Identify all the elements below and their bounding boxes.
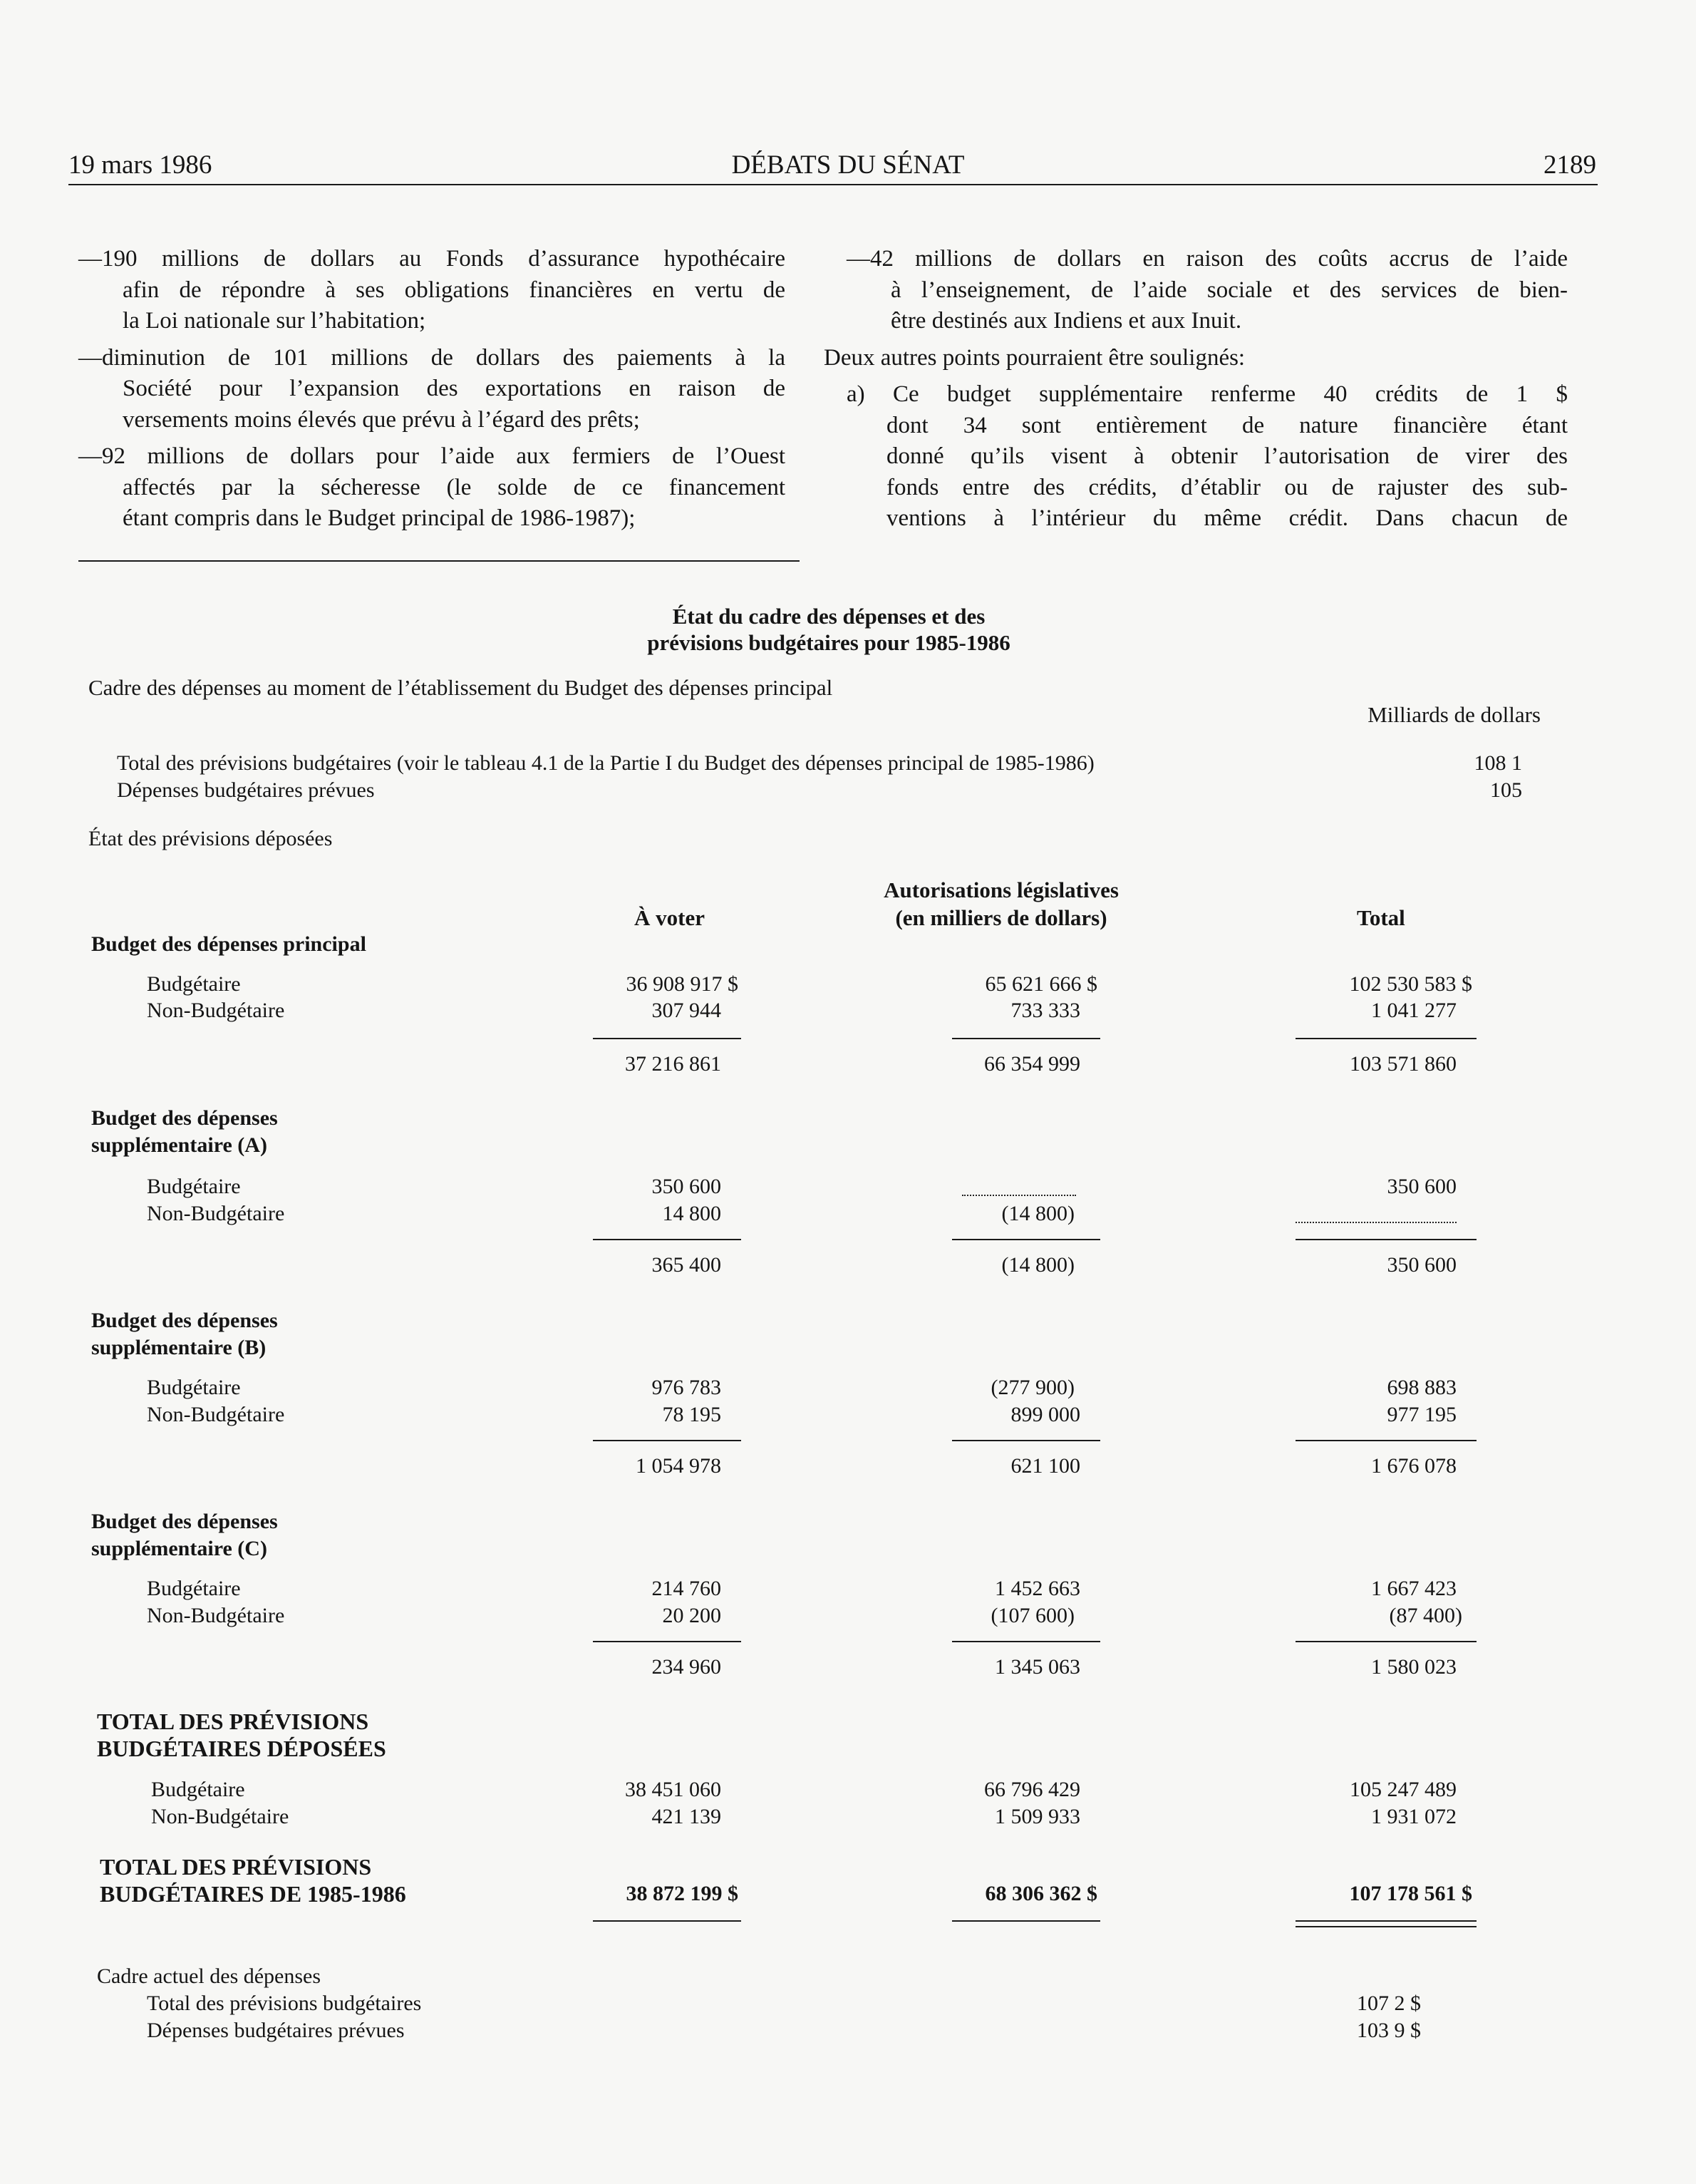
- cadre-row-value: 108 1: [1474, 751, 1522, 775]
- cell-authorisations-sum: 66 354 999: [984, 1052, 1080, 1076]
- text-line: fonds entre des crédits, d’établir ou de rajuster des sub-: [886, 474, 1568, 500]
- cell-authorisations: (107 600): [991, 1604, 1075, 1627]
- cell-total-sum: 350 600: [1387, 1253, 1457, 1277]
- cell-a-voter-sum: 1 054 978: [636, 1454, 721, 1478]
- right-paragraph-intro: [824, 343, 1568, 374]
- cell-total-sum: 1 580 023: [1371, 1655, 1457, 1679]
- cell-authorisations-sum: 1 345 063: [995, 1655, 1080, 1679]
- cell-authorisations-sum: 621 100: [1010, 1454, 1080, 1478]
- row-label: Budgétaire: [147, 1577, 241, 1600]
- row-label: Budgétaire: [147, 1376, 241, 1399]
- cell-total: 350 600: [1387, 1175, 1457, 1198]
- cell-a-voter: 14 800: [662, 1202, 721, 1225]
- text-line: étant compris dans le Budget principal de 1986-1987);: [123, 505, 636, 531]
- subtotal-rule: [952, 1038, 1100, 1039]
- subtotal-rule: [952, 1239, 1100, 1240]
- row-label: Budgétaire: [147, 972, 241, 996]
- cadre-actuel-heading: Cadre actuel des dépenses: [97, 1964, 321, 1988]
- table-title-line-2: prévisions budgétaires pour 1985-1986: [647, 630, 1010, 655]
- text-line: dont 34 sont entièrement de nature financière étant: [886, 412, 1568, 438]
- column-end-rule: [78, 560, 800, 562]
- text-line: à l’enseignement, de l’aide sociale et des services de bien-: [891, 277, 1568, 303]
- cadre-actuel-row-label: Total des prévisions budgétaires: [147, 1992, 422, 2015]
- table-title-line-1: État du cadre des dépenses et des: [672, 604, 986, 629]
- header-date: 19 mars 1986: [68, 150, 212, 180]
- cell-a-voter: 421 139: [651, 1805, 721, 1828]
- cell-authorisations: 66 796 429: [984, 1778, 1080, 1801]
- cell-authorisations: 1 452 663: [995, 1577, 1080, 1600]
- subtotal-rule: [593, 1641, 741, 1642]
- cell-total: 1 667 423: [1371, 1577, 1457, 1600]
- col-header-total: Total: [1357, 905, 1405, 930]
- cadre-row-label: Dépenses budgétaires prévues: [117, 778, 375, 802]
- cadre-row-value: 105: [1490, 778, 1522, 802]
- cell-a-voter-sum: 365 400: [651, 1253, 721, 1277]
- cadre-actuel-row-value: 107 2 $: [1357, 1992, 1421, 2015]
- left-column: [78, 244, 785, 535]
- cell-a-voter: 36 908 917 $: [626, 972, 738, 996]
- cell-total-grand-total: 107 178 561 $: [1349, 1882, 1472, 1905]
- cell-authorisations: 733 333: [1010, 999, 1080, 1022]
- cell-authorisations: 1 509 933: [995, 1805, 1080, 1828]
- cadre-actuel-row-value: 103 9 $: [1357, 2019, 1421, 2042]
- cell-total: (87 400): [1389, 1604, 1462, 1627]
- section-title-supp-c: supplémentaire (C): [91, 1537, 267, 1560]
- cell-a-voter: 976 783: [651, 1376, 721, 1399]
- subtotal-rule: [952, 1641, 1100, 1642]
- subtotal-rule: [593, 1038, 741, 1039]
- section-title-total-deposees: BUDGÉTAIRES DÉPOSÉES: [97, 1736, 386, 1761]
- cell-total: 1 931 072: [1371, 1805, 1457, 1828]
- text-line: être destinés aux Indiens et aux Inuit.: [891, 308, 1242, 334]
- grand-total-rule: [593, 1920, 741, 1922]
- text-line: —42 millions de dollars en raison des coûts accrus de l’aide: [847, 246, 1568, 272]
- text-line: —92 millions de dollars pour l’aide aux fermiers de l’Ouest: [78, 443, 785, 469]
- section-title-supp-b: supplémentaire (B): [91, 1336, 267, 1359]
- section-title-total-1985: TOTAL DES PRÉVISIONS: [100, 1854, 372, 1880]
- cell-total-sum: 1 676 078: [1371, 1454, 1457, 1478]
- text-line: versements moins élevés que prévu à l’égard des prêts;: [123, 406, 640, 433]
- text-line: ventions à l’intérieur du même crédit. Dans chacun de: [886, 505, 1568, 531]
- subtotal-rule: [952, 1440, 1100, 1441]
- subtotal-rule: [593, 1239, 741, 1240]
- grand-total-rule: [952, 1920, 1100, 1922]
- header-page-number: 2189: [1544, 150, 1596, 180]
- text-line: Société pour l’expansion des exportations en raison de: [123, 376, 785, 401]
- cadre-actuel-row-label: Dépenses budgétaires prévues: [147, 2019, 405, 2042]
- subtotal-rule: [593, 1440, 741, 1441]
- cell-a-voter-sum: 37 216 861: [625, 1052, 721, 1076]
- cell-a-voter: 20 200: [662, 1604, 721, 1627]
- grand-total-rule: [1296, 1920, 1477, 1922]
- cell-authorisations: 899 000: [1010, 1403, 1080, 1426]
- cell-authorisations: 65 621 666 $: [985, 972, 1097, 996]
- section-title-supp-b: Budget des dépenses: [91, 1309, 278, 1332]
- cell-authorisations-grand-total: 68 306 362 $: [985, 1882, 1097, 1905]
- section-title-total-1985: BUDGÉTAIRES DE 1985-1986: [100, 1881, 406, 1907]
- cell-total-sum: 103 571 860: [1350, 1052, 1457, 1076]
- text-line: affectés par la sécheresse (le solde de ce financement: [123, 474, 785, 500]
- text-line: —diminution de 101 millions de dollars des paiements à la: [78, 344, 785, 371]
- grand-total-double-rule: [1296, 1926, 1477, 1927]
- left-paragraph-2: [78, 343, 785, 436]
- right-column: [824, 244, 1568, 535]
- cell-total: 1 041 277: [1371, 999, 1457, 1022]
- empty-cell-leader: [1296, 1222, 1457, 1223]
- row-label: Non-Budgétaire: [147, 999, 285, 1022]
- row-label: Budgétaire: [147, 1175, 241, 1198]
- cell-total: 105 247 489: [1350, 1778, 1457, 1801]
- cell-a-voter: 307 944: [651, 999, 721, 1022]
- cell-total: 698 883: [1387, 1376, 1457, 1399]
- cell-a-voter: 38 451 060: [625, 1778, 721, 1801]
- empty-cell-leader: [962, 1195, 1076, 1196]
- cell-a-voter: 214 760: [651, 1577, 721, 1600]
- unit-label: Milliards de dollars: [1367, 702, 1541, 727]
- cell-total: 977 195: [1387, 1403, 1457, 1426]
- text-line: donné qu’ils visent à obtenir l’autorisation de virer des: [886, 443, 1568, 469]
- cell-authorisations-sum: (14 800): [1001, 1253, 1075, 1277]
- cell-a-voter-grand-total: 38 872 199 $: [626, 1882, 738, 1905]
- cell-authorisations: (277 900): [991, 1376, 1075, 1399]
- cell-authorisations: (14 800): [1001, 1202, 1075, 1225]
- subtotal-rule: [1296, 1641, 1477, 1642]
- etat-heading: État des prévisions déposées: [88, 827, 333, 850]
- cadre-row-label: Total des prévisions budgétaires (voir le tableau 4.1 de la Partie I du Budget des dépenses principal de 1985-1986): [117, 751, 1095, 775]
- text-line: la Loi nationale sur l’habitation;: [123, 308, 426, 334]
- subtotal-rule: [1296, 1239, 1477, 1240]
- row-label: Non-Budgétaire: [147, 1403, 285, 1426]
- col-header-authorisations: Autorisations législatives: [884, 877, 1119, 902]
- section-title-principal: Budget des dépenses principal: [91, 932, 366, 956]
- cadre-heading: Cadre des dépenses au moment de l’établissement du Budget des dépenses principal: [88, 675, 833, 700]
- text-line: Deux autres points pourraient être soulignés:: [824, 344, 1246, 371]
- row-label: Non-Budgétaire: [147, 1604, 285, 1627]
- section-title-supp-c: Budget des dépenses: [91, 1510, 278, 1533]
- text-line: afin de répondre à ses obligations financières en vertu de: [123, 277, 785, 303]
- section-title-supp-a: Budget des dépenses: [91, 1106, 278, 1130]
- text-line: —190 millions de dollars au Fonds d’assurance hypothécaire: [78, 246, 785, 272]
- subtotal-rule: [1296, 1440, 1477, 1441]
- header-title: DÉBATS DU SÉNAT: [731, 150, 965, 180]
- row-label: Non-Budgétaire: [147, 1202, 285, 1225]
- left-paragraph-3: [78, 441, 785, 535]
- col-header-authorisations-unit: (en milliers de dollars): [895, 905, 1107, 930]
- subtotal-rule: [1296, 1038, 1477, 1039]
- cell-a-voter: 78 195: [662, 1403, 721, 1426]
- section-title-supp-a: supplémentaire (A): [91, 1133, 267, 1157]
- header-rule: [68, 184, 1598, 185]
- text-line: a) Ce budget supplémentaire renferme 40 crédits de 1 $: [847, 381, 1568, 407]
- cell-total: 102 530 583 $: [1349, 972, 1472, 996]
- right-paragraph-point-a: [847, 379, 1568, 535]
- left-paragraph-1: [78, 244, 785, 337]
- cell-a-voter-sum: 234 960: [651, 1655, 721, 1679]
- col-header-a-voter: À voter: [634, 905, 705, 930]
- section-title-total-deposees: TOTAL DES PRÉVISIONS: [97, 1709, 369, 1734]
- cell-a-voter: 350 600: [651, 1175, 721, 1198]
- row-label: Budgétaire: [151, 1778, 245, 1801]
- right-paragraph-item: [847, 244, 1568, 337]
- row-label: Non-Budgétaire: [151, 1805, 289, 1828]
